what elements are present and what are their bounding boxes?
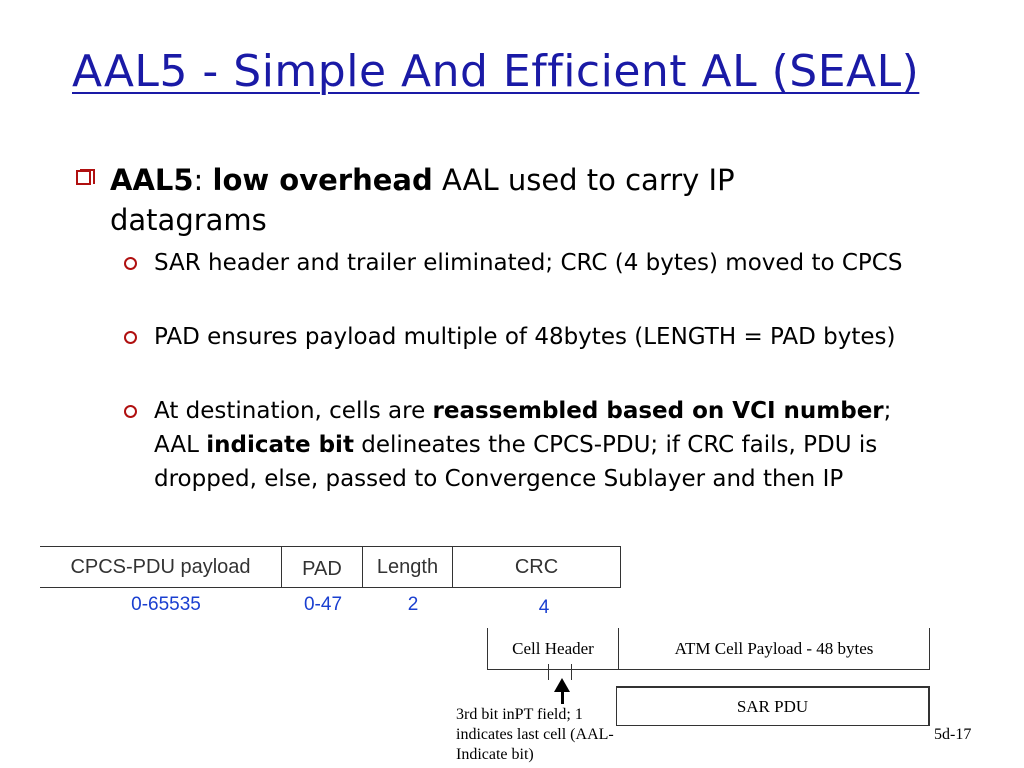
page-number: 5d-17 (934, 726, 972, 743)
pad-field: PAD (282, 547, 363, 587)
circle-bullet-icon (124, 331, 137, 344)
payload-size: 0-65535 (131, 594, 201, 615)
bit-marker-right (571, 664, 572, 680)
circle-bullet-icon (124, 405, 137, 418)
atm-cell-payload: ATM Cell Payload - 48 bytes (618, 628, 930, 670)
crc-field: CRC (453, 547, 621, 587)
sub-bullet-part: delineates the CPCS-PDU; if CRC fails, PDU is dropped, else, passed to Convergence Sublayer and then IP (154, 432, 878, 492)
atm-cell-header: Cell Header (487, 628, 619, 670)
sub-bullet-2 (124, 320, 924, 354)
bit-marker-left (548, 664, 549, 680)
circle-bullet-icon (124, 257, 137, 270)
sar-pdu: SAR PDU (616, 686, 930, 726)
length-size: 2 (407, 594, 419, 615)
indicate-bit-note: 3rd bit inPT field; 1 indicates last cell (AAL-Indicate bit) (456, 706, 614, 763)
arrow-shaft (561, 690, 564, 704)
sub-bullet-text (154, 394, 894, 496)
sub-bullet-part: At destination, cells are (154, 398, 433, 424)
main-bullet (76, 160, 796, 240)
sub-bullet-text: PAD ensures payload multiple of 48bytes (LENGTH = PAD bytes) (154, 324, 896, 350)
low-overhead-term: low overhead (212, 163, 433, 197)
sub-bullet-3 (124, 394, 924, 496)
sub-bullet-bold: indicate bit (206, 432, 354, 458)
length-field: Length (363, 547, 453, 587)
sub-bullet-part: ; AAL (154, 398, 892, 458)
slide-title: AAL5 - Simple And Efficient AL (SEAL) (72, 46, 920, 97)
aal5-term: AAL5 (110, 163, 194, 197)
square-bullet-icon (76, 170, 91, 185)
main-bullet-rest: AAL used to carry IP datagrams (110, 163, 735, 237)
cpcs-pdu-format (40, 546, 621, 588)
separator: : (193, 163, 213, 197)
pad-size: 0-47 (303, 594, 343, 615)
cpcs-payload-field: CPCS-PDU payload (40, 547, 282, 587)
crc-size: 4 (538, 597, 550, 618)
sub-bullet-text: SAR header and trailer eliminated; CRC (4 bytes) moved to CPCS (154, 250, 903, 276)
sub-bullet-bold: reassembled based on VCI number (432, 398, 884, 424)
main-bullet-text (110, 160, 796, 240)
sub-bullet-1 (124, 246, 924, 280)
